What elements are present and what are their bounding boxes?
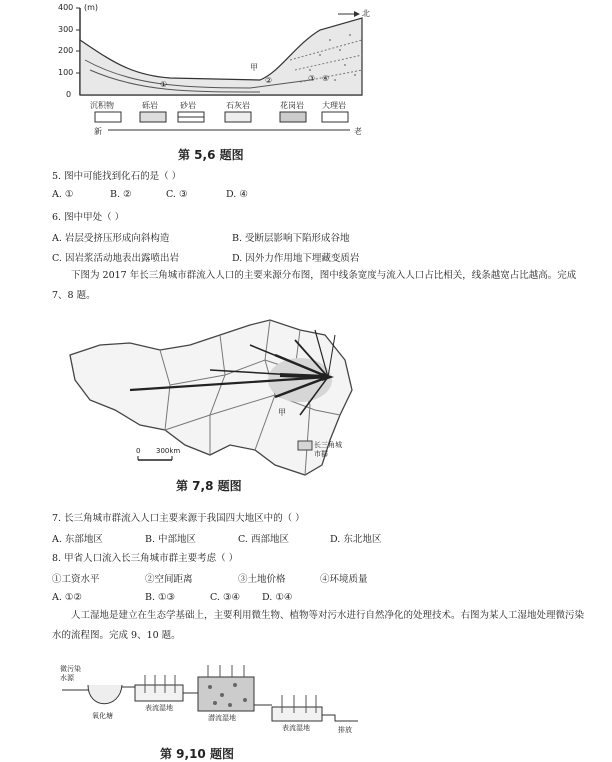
figure-7-8-map bbox=[60, 315, 360, 490]
y-tick: 200 bbox=[58, 46, 74, 55]
figure-caption: 第 9,10 题图 bbox=[160, 747, 234, 761]
q6-option-c: C. 因岩浆活动地表出露喷出岩 bbox=[52, 253, 179, 264]
q5-option-b: B. ② bbox=[110, 189, 132, 200]
question-5-stem: 5. 图中可能找到化石的是（ ） bbox=[52, 171, 182, 182]
figure-caption: 第 5,6 题图 bbox=[178, 148, 244, 162]
y-tick: 100 bbox=[58, 68, 74, 77]
q5-option-c: C. ③ bbox=[166, 189, 188, 200]
q6-option-a: A. 岩层受挤压形成向斜构造 bbox=[52, 233, 170, 244]
input-label: 微污染水源 bbox=[60, 665, 81, 682]
scale-zero: 0 bbox=[136, 447, 141, 455]
question-8-stem: 8. 甲省人口流入长三角城市群主要考虑（ ） bbox=[52, 553, 239, 564]
q7-option-b: B. 中部地区 bbox=[145, 534, 197, 545]
q8-option-a: A. ①② bbox=[52, 592, 82, 603]
q5-option-d: D. ④ bbox=[226, 189, 248, 200]
rock-label: 砂岩 bbox=[180, 101, 196, 110]
q7-option-a: A. 东部地区 bbox=[52, 534, 103, 545]
passage-7-8: 下图为 2017 年长三角城市群流入人口的主要来源分布图，图中线条宽度与流入人口占比相关，线条越宽占比越高。完成 7、8 题。 bbox=[52, 270, 577, 301]
marker-3: ③ bbox=[308, 74, 316, 83]
jia-province-label: 甲 bbox=[278, 408, 286, 417]
rock-label: 石灰岩 bbox=[226, 101, 250, 110]
age-old: 老 bbox=[354, 127, 362, 136]
rock-label: 大理岩 bbox=[322, 101, 346, 110]
q8-option-b: B. ①③ bbox=[145, 592, 176, 603]
age-new: 新 bbox=[94, 127, 102, 136]
rock-label: 砾岩 bbox=[142, 101, 158, 110]
wetland-flow-diagram bbox=[60, 655, 360, 745]
passage-9-10: 人工湿地是建立在生态学基础上，主要利用微生物、植物等对污水进行自然净化的处理技术。右图为某人工湿地处理微污染水的流程图。完成 9、10 题。 bbox=[52, 610, 585, 641]
scale-label: 300km bbox=[156, 447, 181, 455]
marker-2: ② bbox=[265, 76, 273, 85]
stage-label: 潜流湿地 bbox=[208, 714, 236, 722]
jia-label: 甲 bbox=[250, 63, 258, 72]
q8-factor-1: ①工资水平 bbox=[52, 574, 100, 585]
y-tick: 300 bbox=[58, 25, 74, 34]
map-legend-label: 长三角城市群 bbox=[314, 441, 342, 458]
q7-option-c: C. 西部地区 bbox=[238, 534, 289, 545]
q8-factor-2: ②空间距离 bbox=[145, 574, 193, 585]
rock-label: 沉积物 bbox=[90, 101, 114, 110]
y-tick: 0 bbox=[66, 90, 72, 99]
q7-option-d: D. 东北地区 bbox=[330, 534, 382, 545]
figure-caption: 第 7,8 题图 bbox=[176, 479, 242, 493]
y-tick: 400 bbox=[58, 3, 74, 12]
q8-option-c: C. ③④ bbox=[210, 592, 241, 603]
q8-factor-4: ④环境质量 bbox=[320, 574, 368, 585]
q5-option-a: A. ① bbox=[52, 189, 74, 200]
q8-factor-3: ③土地价格 bbox=[238, 574, 286, 585]
stage-label: 表流湿地 bbox=[145, 704, 173, 712]
y-unit: (m) bbox=[84, 3, 99, 12]
rock-label: 花岗岩 bbox=[280, 101, 304, 110]
q6-option-b: B. 受断层影响下陷形成谷地 bbox=[232, 233, 350, 244]
marker-1: ① bbox=[160, 80, 168, 89]
q8-option-d: D. ①④ bbox=[262, 592, 293, 603]
q6-option-d: D. 因外力作用地下埋藏变质岩 bbox=[232, 253, 360, 264]
stage-label: 氧化塘 bbox=[92, 712, 113, 720]
north-label: 北 bbox=[362, 9, 370, 18]
question-6-stem: 6. 图中甲处（ ） bbox=[52, 212, 125, 223]
figure-5-6 bbox=[50, 0, 370, 160]
stage-label: 排放 bbox=[338, 726, 352, 734]
marker-4: ④ bbox=[322, 74, 330, 83]
population-flow-map bbox=[60, 315, 360, 490]
figure-9-10-flow bbox=[60, 655, 360, 745]
question-7-stem: 7. 长三角城市群流入人口主要来源于我国四大地区中的（ ） bbox=[52, 513, 305, 524]
stage-label: 表流湿地 bbox=[282, 724, 310, 732]
